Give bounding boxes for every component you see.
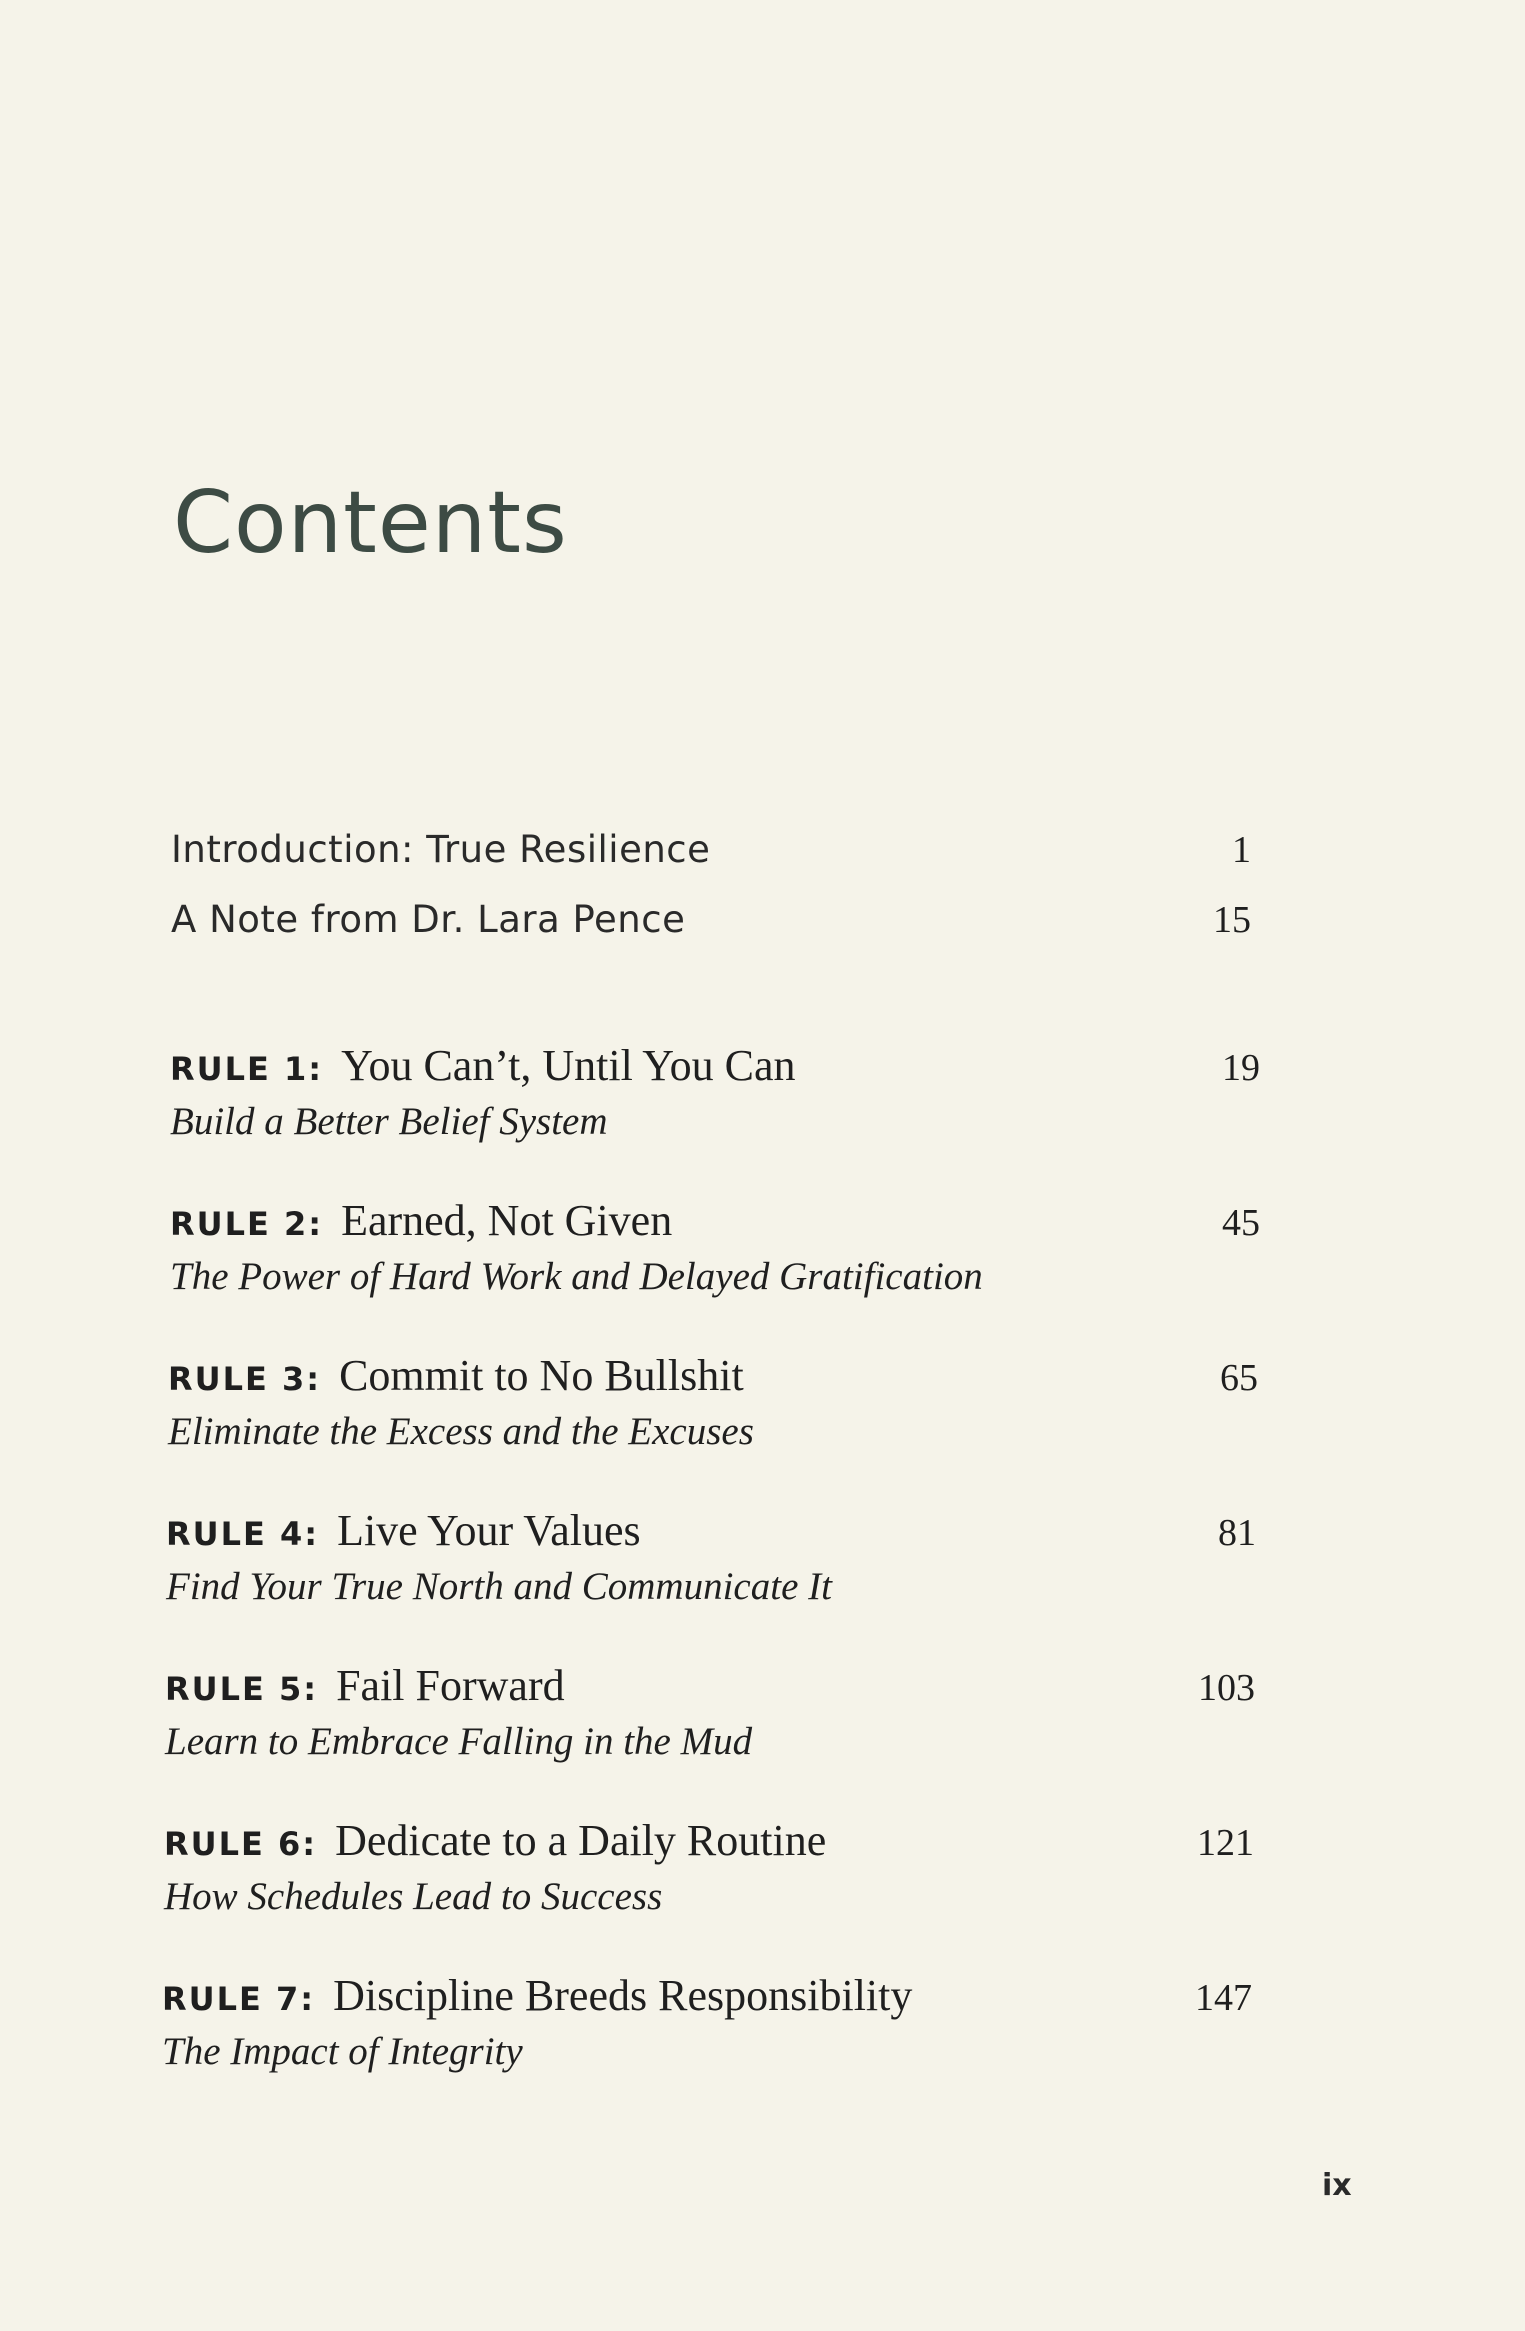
rule-label: RULE 3:	[168, 1360, 322, 1398]
toc-page-number: 15	[1213, 899, 1251, 941]
toc-entry-note	[171, 898, 1251, 942]
rule-subtitle: Build a Better Belief System	[170, 1100, 608, 1143]
rule-title: Commit to No Bullshit	[339, 1351, 744, 1400]
rule-subtitle: Find Your True North and Communicate It	[166, 1565, 832, 1608]
page-title: Contents	[173, 473, 568, 573]
rule-label: RULE 6:	[164, 1825, 318, 1863]
toc-rule-3	[168, 1350, 1258, 1454]
toc-entry-label: A Note from Dr. Lara Pence	[171, 898, 686, 941]
toc-page-number: 1	[1232, 829, 1251, 871]
rule-label: RULE 1:	[170, 1050, 324, 1088]
page-folio: ix	[1322, 2168, 1352, 2203]
rule-title: Dedicate to a Daily Routine	[335, 1816, 827, 1865]
toc-rule-1	[170, 1040, 1260, 1144]
toc-page-number: 103	[1198, 1667, 1255, 1709]
rule-subtitle: The Power of Hard Work and Delayed Gratification	[170, 1255, 983, 1298]
rule-label: RULE 5:	[165, 1670, 319, 1708]
toc-rule-2	[170, 1195, 1260, 1299]
toc-entry-introduction	[171, 828, 1251, 872]
toc-page-number: 65	[1220, 1357, 1258, 1399]
toc-page-number: 19	[1222, 1047, 1260, 1089]
toc-rule-5	[165, 1660, 1255, 1764]
rule-subtitle: The Impact of Integrity	[162, 2030, 523, 2073]
toc-rule-6	[164, 1815, 1254, 1919]
rule-label: RULE 2:	[170, 1205, 324, 1243]
rule-title: Discipline Breeds Responsibility	[333, 1971, 913, 2020]
rule-title: Fail Forward	[336, 1661, 565, 1710]
rule-label: RULE 4:	[166, 1515, 320, 1553]
toc-page-number: 45	[1222, 1202, 1260, 1244]
toc-page-number: 121	[1197, 1822, 1254, 1864]
rule-title: Live Your Values	[337, 1506, 641, 1555]
rule-subtitle: Eliminate the Excess and the Excuses	[168, 1410, 754, 1453]
rule-subtitle: How Schedules Lead to Success	[164, 1875, 663, 1918]
rule-label: RULE 7:	[162, 1980, 316, 2018]
rule-title: Earned, Not Given	[341, 1196, 673, 1245]
toc-page-number: 81	[1218, 1512, 1256, 1554]
toc-rule-7	[162, 1970, 1252, 2074]
rule-subtitle: Learn to Embrace Falling in the Mud	[165, 1720, 753, 1763]
toc-rule-4	[166, 1505, 1256, 1609]
toc-page-number: 147	[1195, 1977, 1252, 2019]
toc-entry-label: Introduction: True Resilience	[171, 828, 711, 871]
rule-title: You Can’t, Until You Can	[341, 1041, 796, 1090]
